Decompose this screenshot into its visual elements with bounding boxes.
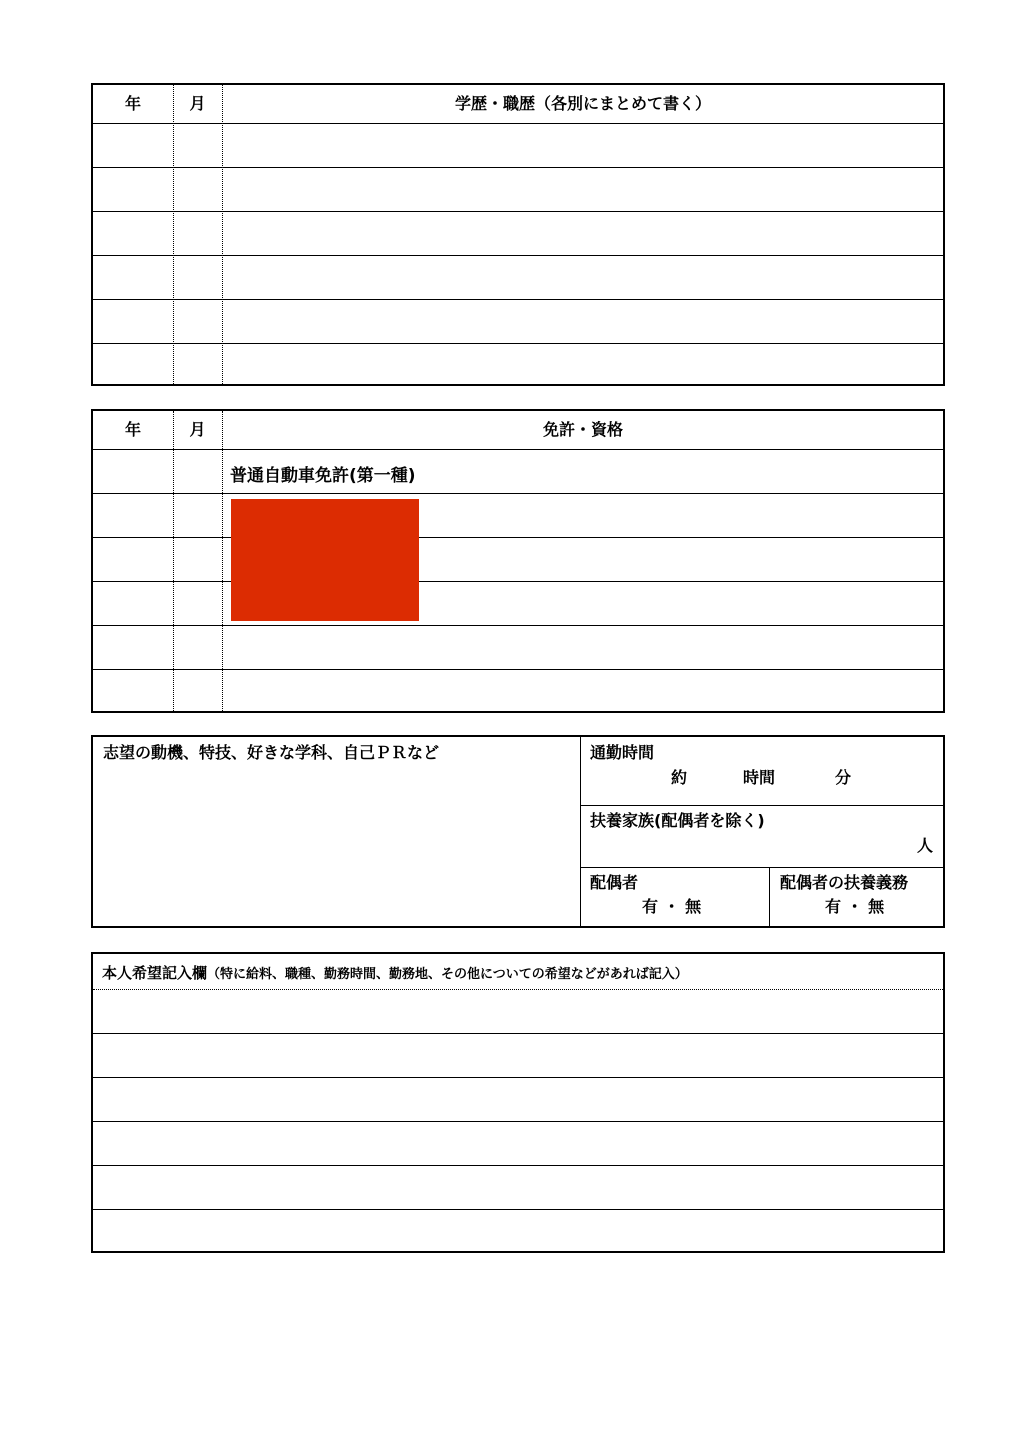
table-row[interactable]	[93, 123, 943, 124]
redaction-block	[231, 499, 419, 621]
commute-minutes: 分	[835, 768, 852, 787]
table-row[interactable]	[93, 1077, 943, 1078]
license-entry: 普通自動車免許(第一種)	[230, 466, 416, 486]
table-row[interactable]	[93, 537, 943, 538]
licenses-table	[91, 409, 945, 713]
table-row[interactable]	[93, 989, 943, 990]
history-title: 学歴・職歴（各別にまとめて書く）	[454, 94, 711, 113]
table-row[interactable]	[93, 625, 943, 626]
year-column-divider	[173, 411, 174, 711]
licenses-title: 免許・資格	[542, 420, 623, 439]
spouse-options[interactable]: 有 ・ 無	[642, 897, 702, 916]
table-row[interactable]	[93, 1121, 943, 1122]
month-column-divider	[222, 85, 223, 384]
spouse-label: 配偶者	[590, 873, 639, 892]
table-row[interactable]	[93, 299, 943, 300]
table-row[interactable]	[93, 167, 943, 168]
section-divider	[580, 737, 581, 926]
year-header: 年	[124, 94, 141, 113]
spouse-divider	[769, 867, 770, 926]
table-row[interactable]	[93, 1033, 943, 1034]
dependents-unit: 人	[917, 836, 934, 855]
motivation-label: 志望の動機、特技、好きな学科、自己ＰＲなど	[103, 743, 440, 762]
table-row[interactable]	[93, 1165, 943, 1166]
year-column-divider	[173, 85, 174, 384]
month-header: 月	[189, 420, 206, 439]
month-column-divider	[222, 411, 223, 711]
table-row[interactable]	[93, 343, 943, 344]
table-row[interactable]	[93, 1209, 943, 1210]
table-row[interactable]	[93, 581, 943, 582]
table-row[interactable]	[93, 255, 943, 256]
education-history-table	[91, 83, 945, 386]
spouse-support-options[interactable]: 有 ・ 無	[825, 897, 885, 916]
commute-hours: 時間	[743, 768, 776, 787]
requests-label	[102, 962, 688, 983]
dependents-label: 扶養家族(配偶者を除く)	[590, 811, 765, 830]
profile-section	[91, 735, 945, 928]
row-divider	[580, 805, 943, 806]
table-row[interactable]	[93, 493, 943, 494]
table-row[interactable]	[93, 211, 943, 212]
requests-note: （特に給料、職種、勤務時間、勤務地、その他についての希望などがあれば記入）	[207, 967, 688, 982]
requests-title: 本人希望記入欄	[102, 964, 208, 982]
table-row[interactable]	[93, 449, 943, 450]
commute-approx: 約	[671, 768, 688, 787]
commute-label: 通勤時間	[590, 743, 655, 762]
requests-table	[91, 952, 945, 1253]
year-header: 年	[124, 420, 141, 439]
month-header: 月	[189, 94, 206, 113]
table-row[interactable]	[93, 669, 943, 670]
spouse-support-label: 配偶者の扶養義務	[780, 873, 909, 892]
row-divider	[580, 867, 943, 868]
